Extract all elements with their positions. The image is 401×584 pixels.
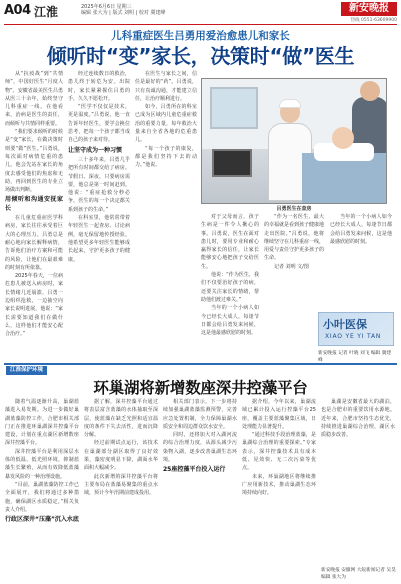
masthead-date: 2025年6月6日 星期三 [81,4,132,10]
section-heading: 行政区深井“压藻”沉入水底 [5,516,79,524]
story1-column-1 [5,70,63,360]
story2-byline: 新安晚报 安徽网 大皖新闻记者 吴昊 编辑 张大为 [321,568,396,580]
masthead-meta [81,4,201,16]
window-shape [210,87,258,129]
masthead [4,3,397,25]
story2-column-2 [84,398,158,580]
story2-tag: 江淮保护环境 [6,366,47,375]
promo-banner[interactable] [318,312,394,346]
paragraph: 深井控藻平台是利用深层水体的低温、低光照环境，抑制蓝藻生长繁殖，从而有效降低蓝藻暴发风险的一种治理设施。 [5,448,79,480]
paragraph: 当年的一个小病人如今已经长大成人，每逢节日都会给吕勇发来问候，这是他最感欣慰的时刻。 [201,305,259,337]
paragraph: 当年的一个小病人如今已经长大成人，每逢节日都会给吕勇发来问候，这是他最感欣慰的时刻。 [330,214,392,245]
photo-caption: 吕勇医生在查房 [276,206,312,212]
paragraph: 在科室里，他常常带着年轻医生一起查房、讨论病例，毫无保留地传授经验。他希望更多年轻医生能够成长起来，守护更多孩子的健康。 [68,215,130,263]
story2-column-3 [163,398,237,580]
paragraph: 据介绍，今年以来，巢湖流域已累计投入运行控藻平台25座，覆盖主要蓝藻聚集区域，日处理能力显著提升。 [242,399,316,430]
paragraph: 记者 刘明 文/图 [274,263,309,270]
child-figure [332,127,354,149]
section-heading: 25座控藻平台投入运行 [163,466,226,474]
story1-column-6 [330,213,392,309]
story2-column-5 [321,398,395,566]
paragraph: 在儿童危重症医学科病房，家长往往承受着巨大的心理压力。吕勇总是耐心地向家长解释病情，告诉他们治疗方案和可能的风险，让他们在最艰难的时刻有所依靠。 [5,215,63,271]
promo-editor-line: 新安晚报 记者 叶晓 刘飞 编辑 冀建峰 [318,351,392,363]
newspaper-logo: 新安晚报 [341,2,397,16]
section-divider [4,363,397,365]
story1-headline: 倾听时“变”家长，决策时“做”医生 [46,44,355,68]
paragraph: 经过前期试点运行，该技术在巢湖部分湖区取得了良好效果，藻密度明显下降，湖面水华面积大幅减少。 [84,440,158,472]
section-heading: 让坚守成为一种习惯 [68,146,123,154]
paragraph: 他说：“作为医生，我们不仅要治好孩子的病，还要关注家长的情绪，帮助他们渡过难关。” [201,272,259,303]
newspaper-hotline: 热线 0551-63609900 [350,18,397,23]
paragraph: “作为一名医生，最大的幸福就是看到孩子健康地走出医院。”吕勇说，他将继续坚守在儿科重症一线，用爱与责任守护更多孩子的生命。 [264,214,324,262]
paragraph: “我们要求倾听的时候是“变”家长，在做决策时则要“做”医生。”吕勇说，每次面对病情危重的患儿，他会先站在家长的角度去感受他们的焦虑和无助，再回到医生的专业立场做出判断。 [5,129,63,194]
paragraph: 三十多年来，吕勇几乎把所有时间都交给了病房。节假日、深夜，只要病房需要，他总是第一时间赶到。他说：“重症抢救分秒必争，医生的每一个决定都关系到孩子的生命。” [68,156,130,213]
paragraph: 随着气温逐渐升高，巢湖蓝藻进入易发期。为进一步做好巢湖蓝藻防控工作，合肥市相关部门正在推进环巢湖深井控藻平台建设，计划在重点湖区新增数座深井控藻平台。 [5,399,79,447]
paragraph: “目前，巢湖蓝藻防控工作已全面展开，我们将通过多种措施，确保湖区水质稳定。”相关负责人介绍。 [5,481,79,513]
section-name: 江淮 [34,5,59,19]
paragraph: 经过连续数日的救治，患儿终于转危为安。出院时，家长紧紧握住吕勇的手，久久不愿松开。 [68,71,130,102]
promo-title: 小叶医保 [323,318,367,331]
paragraph: “医学不仅仅是技术，更是温度。”吕勇说，他一直告诉年轻医生，要学会换位思考，把每一个孩子都当成自己的孩子来对待。 [68,104,130,144]
paragraph: 巢湖是安徽省最大的湖泊，也是合肥市的重要饮用水源地。近年来，合肥市坚持生态优先，持续推进巢湖综合治理，湖区水质稳步改善。 [321,399,395,439]
section-heading: 用倾听和沟通安抚家长 [5,196,63,212]
paragraph: “通过科技手段治理蓝藻，是巢湖综合治理的重要探索。”专家表示，深井控藻技术具有成本低、见效快、无二次污染等优点。 [242,432,316,472]
story1-column-5 [264,213,324,309]
story1-subtitle: 儿科重症医生吕勇用爱治愈患儿和家长 [111,30,290,42]
promo-subtitle: XIAO YE YI TAN [325,333,382,340]
masthead-editors: 编辑 张大为 | 版式 刘明 | 校对 冀建峰 [81,10,166,16]
story2-column-1 [5,398,79,580]
story2-headline: 环巢湖将新增数座深井控藻平台 [93,379,308,397]
story2-column-4 [242,398,316,580]
paragraph: “每一个孩子的康复，都是我们坚持下去的动力。”他说。 [135,145,197,169]
paragraph: 对于父母而言，孩子生病是一件令人揪心的事。吕勇说，医生在面对患儿时，要用专业和耐心赢得家长的信任，让家长能够安心地把孩子交给医生。 [201,214,259,270]
story1-column-4 [201,213,259,361]
monitor-shape [212,149,252,177]
page-code: A04 [4,3,31,18]
masthead-rule [4,24,397,25]
paragraph: 相关部门表示，下一步将持续加强巢湖蓝藻监测预警，完善应急处置机制，全力保障巢湖水质安全和周边群众饮水安全。 [163,399,237,430]
story1-photo [201,78,387,204]
paragraph: 据了解，深井控藻平台通过将表层富含蓝藻的水体抽取至深层，使蓝藻在缺乏光照和适宜温度的条件下失去活性，进而沉降分解。 [84,399,158,439]
story1-column-3 [135,70,197,360]
paragraph: 此次新增的深井控藻平台将主要布局在蓝藻易聚集的重点水域，预计今年汛期前建成投用。 [84,473,158,497]
story1-column-2 [68,70,130,360]
paragraph: 从“抗疫战”到“共情师”，中国好医生“月度人物”、安徽省最美医生吕勇从医三十余年，始终坚守儿科重症一线。在他看来，治病是医生的责任，而倾听与共情同样重要。 [5,71,63,127]
paragraph: 在医生与家长之间，信任是最好的“药”。吕勇说，只有真诚沟通，才能建立信任，让治疗顺利进行。 [135,71,197,102]
paragraph: 同时，还将加大对入湖河流的综合治理力度，从源头减少污染物入湖，逐步改善巢湖生态环境。 [163,432,237,464]
paragraph: 未来，环巢湖地区将继续推广应用新技术，推动巢湖生态环境持续向好。 [242,473,316,497]
paragraph: 如今，吕勇所在的科室已成为区域内儿童危重症救治的重要力量，每年救治大量来自全省各地的危重患儿。 [135,104,197,144]
paragraph: 2025年春天，一位病危患儿被送入病房时，家长情绪几近崩溃。吕勇一边组织抢救，一边抽空向家长说明进展，他说：“家长需要知道我们在做什么，这样他们才能安心配合治疗。” [5,273,63,338]
